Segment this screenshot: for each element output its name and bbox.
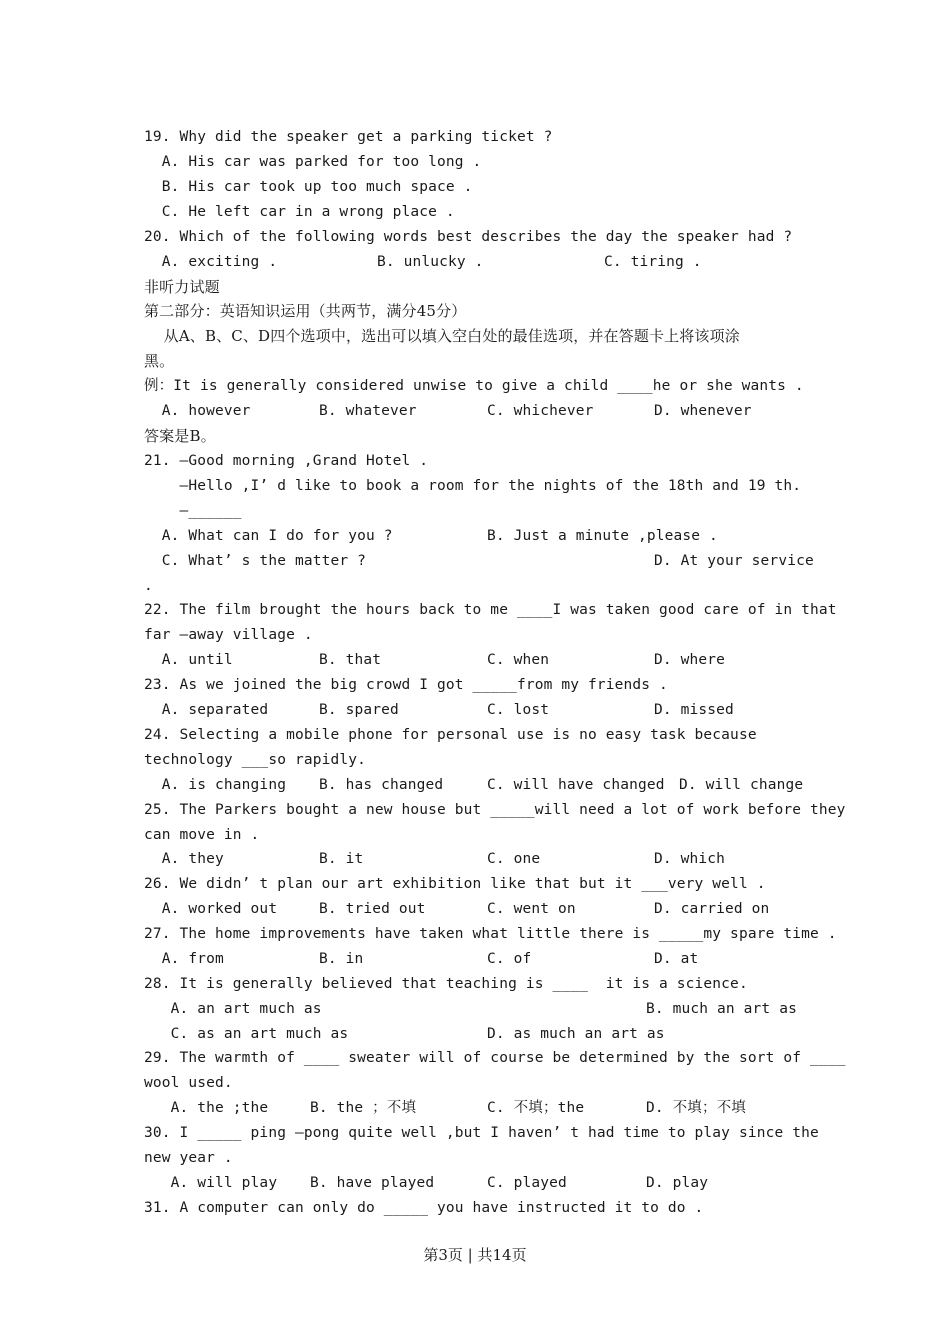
q21-option-c: C. What’ s the matter ? [144,553,366,569]
q30-option-c: C. played [487,1175,567,1191]
question-24-cont: technology ___so rapidly. [144,752,366,768]
q26-option-b: B. tried out [319,901,426,917]
example-option-c: C. whichever [487,403,594,419]
example-option-d: D. whenever [654,403,752,419]
q23-option-d: D. missed [654,702,734,718]
example-option-a: A. however [144,403,251,419]
q21-option-b: B. Just a minute ,please . [487,528,718,544]
q29-option-d: D. 不填；不填 [646,1100,746,1116]
q20-option-c: C. tiring . [604,254,702,270]
q23-option-c: C. lost [487,702,550,718]
question-30: 30. I _____ ping —pong quite well ,but I haven’ t had time to play since the [144,1125,819,1141]
q24-option-b: B. has changed [319,777,444,793]
q26-option-d: D. carried on [654,901,770,917]
example-option-b: B. whatever [319,403,417,419]
question-28: 28. It is generally believed that teaching is ____ it is a science. [144,976,748,992]
question-25: 25. The Parkers bought a new house but _____will need a lot of work before they [144,802,846,818]
q21-trailing-period: . [144,578,153,594]
q26-option-c: C. went on [487,901,576,917]
q22-option-d: D. where [654,652,726,668]
page-footer: 第3页 | 共14页 [423,1246,527,1264]
q27-option-b: B. in [319,951,364,967]
q25-option-a: A. they [144,851,224,867]
q27-option-d: D. at [654,951,699,967]
question-31: 31. A computer can only do _____ you have instructed it to do . [144,1200,704,1216]
question-23: 23. As we joined the big crowd I got _____from my friends . [144,677,668,693]
q28-option-a: A. an art much as [144,1001,322,1017]
q22-option-b: B. that [319,652,382,668]
q30-option-d: D. play [646,1175,709,1191]
q25-option-c: C. one [487,851,541,867]
q19-option-b: B. His car took up too much space . [144,179,473,195]
q19-option-a: A. His car was parked for too long . [144,154,482,170]
question-22: 22. The film brought the hours back to me ____I was taken good care of in that [144,602,837,618]
q27-option-a: A. from [144,951,224,967]
q19-option-c: C. He left car in a wrong place . [144,204,455,220]
question-29-cont: wool used. [144,1075,233,1091]
q30-option-a: A. will play [144,1175,278,1191]
q28-option-c: C. as an art much as [144,1026,349,1042]
question-19: 19. Why did the speaker get a parking ticket ? [144,129,553,145]
q25-option-d: D. which [654,851,726,867]
question-29: 29. The warmth of ____ sweater will of course be determined by the sort of ____ [144,1050,846,1066]
q27-option-c: C. of [487,951,532,967]
q20-option-a: A. exciting . [144,254,278,270]
q21-dialog-line-2: —Hello ,I’ d like to book a room for the nights of the 18th and 19 th. [144,478,802,494]
q28-option-b: B. much an art as [646,1001,797,1017]
question-27: 27. The home improvements have taken what little there is _____my spare time . [144,926,837,942]
section-heading-part-two: 第二部分：英语知识运用（共两节，满分45分） [144,302,467,320]
question-25-cont: can move in . [144,827,260,843]
section-title-non-listening: 非听力试题 [144,278,220,296]
q30-option-b: B. have played [310,1175,435,1191]
q21-dialog-line-3: —______ [144,503,242,519]
question-20: 20. Which of the following words best describes the day the speaker had ? [144,229,793,245]
q21-option-d: D. At your service [654,553,814,569]
q23-option-a: A. separated [144,702,269,718]
q29-option-b: B. the ；不填 [310,1100,417,1116]
q24-option-c: C. will have changed [487,777,665,793]
question-22-cont: far –away village . [144,627,313,643]
q24-option-a: A. is changing [144,777,287,793]
question-30-cont: new year . [144,1150,233,1166]
instructions-line-2: 黑。 [144,352,175,370]
question-24: 24. Selecting a mobile phone for personal use is no easy task because [144,727,757,743]
q24-option-d: D. will change [679,777,804,793]
question-26: 26. We didn’ t plan our art exhibition like that but it ___very well . [144,876,766,892]
q29-option-a: A. the ;the [144,1100,269,1116]
instructions-line-1: 从A、B、C、D四个选项中，选出可以填入空白处的最佳选项，并在答题卡上将该项涂 [144,327,740,345]
question-21: 21. —Good morning ,Grand Hotel . [144,453,429,469]
q20-option-b: B. unlucky . [377,254,484,270]
q29-option-c: C. 不填；the [487,1100,585,1116]
q23-option-b: B. spared [319,702,399,718]
q26-option-a: A. worked out [144,901,278,917]
q25-option-b: B. it [319,851,364,867]
q21-option-a: A. What can I do for you ? [144,528,393,544]
q22-option-a: A. until [144,652,233,668]
example-answer: 答案是B。 [144,427,216,445]
example-question: 例：It is generally considered unwise to give a child ____he or she wants . [144,378,804,394]
q22-option-c: C. when [487,652,550,668]
q28-option-d: D. as much an art as [487,1026,665,1042]
